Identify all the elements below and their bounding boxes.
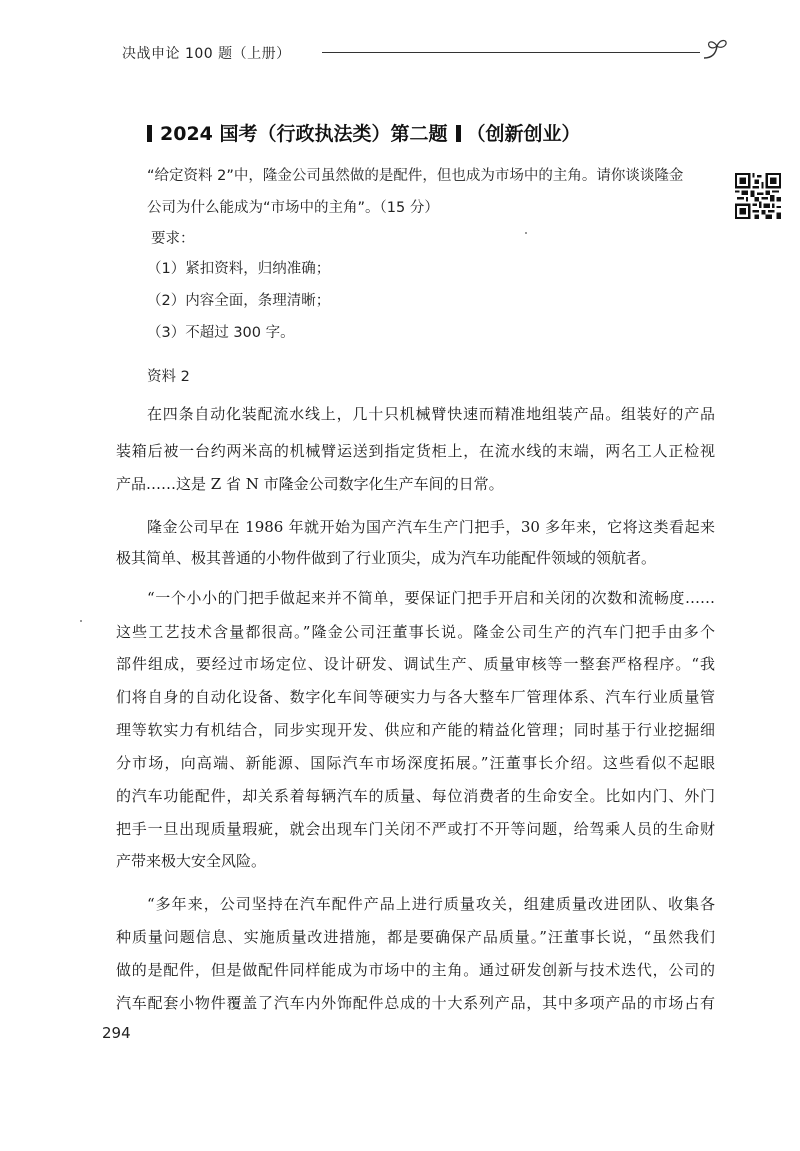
requirements-title: 要求： (151, 231, 195, 247)
material-line: 极其简单、极其普通的小物件做到了行业顶尖，成为汽车功能配件领域的领航者。 (116, 549, 657, 567)
material-line: 部件组成，要经过市场定位、设计研发、调试生产、质量审核等一整套严格程序。“我 (116, 655, 715, 673)
material-line: 种质量问题信息、实施质量改进措施，都是要确保产品质量。”汪董事长说，“虽然我们 (116, 928, 715, 946)
material-line: “一个小小的门把手做起来并不简单，要保证门把手开启和关闭的次数和流畅度…… (147, 589, 715, 607)
material-line: 装箱后被一台约两米高的机械臂运送到指定货柜上，在流水线的末端，两名工人正检视 (116, 442, 715, 460)
material-line: 们将自身的自动化设备、数字化车间等硬实力与各大整车厂管理体系、汽车行业质量管 (116, 688, 715, 706)
material-line: 产品……这是 Z 省 N 市隆金公司数字化生产车间的日常。 (116, 475, 504, 493)
running-header-title: 决战申论 100 题（上册） (122, 46, 291, 62)
sprout-icon (700, 36, 730, 64)
material-line: 这些工艺技术含量都很高。”隆金公司汪董事长说。隆金公司生产的汽车门把手由多个 (116, 623, 715, 641)
material-line: 隆金公司早在 1986 年就开始为国产汽车生产门把手，30 多年来，它将这类看起来 (147, 518, 715, 536)
requirement-item: （3）不超过 300 字。 (147, 325, 295, 341)
question-prompt-line: 公司为什么能成为“市场中的主角”。（15 分） (147, 200, 439, 216)
material-line: 的汽车功能配件，却关系着每辆汽车的质量、每位消费者的生命安全。比如内门、外门 (116, 787, 715, 805)
material-line: 做的是配件，但是做配件同样能成为市场中的主角。通过研发创新与技术迭代，公司的 (116, 961, 715, 979)
question-category: （创新创业） (466, 123, 581, 145)
question-prompt-line: “给定资料 2”中，隆金公司虽然做的是配件，但也成为市场中的主角。请你谈谈隆金 (147, 168, 684, 184)
requirement-item: （1）紧扣资料，归纳准确； (147, 261, 331, 277)
material-line: 产带来极大安全风险。 (116, 852, 267, 870)
qr-code-icon (735, 173, 781, 219)
question-title (147, 119, 581, 146)
material-line: 汽车配套小物件覆盖了汽车内外饰配件总成的十大系列产品，其中多项产品的市场占有 (116, 994, 715, 1012)
material-line: “多年来，公司坚持在汽车配件产品上进行质量攻关，组建质量改进团队、收集各 (147, 895, 715, 913)
header-rule (322, 52, 700, 53)
question-title-text: 2024 国考（行政执法类）第二题 (160, 123, 448, 145)
page-number: 294 (102, 1024, 131, 1042)
material-line: 分市场，向高端、新能源、国际汽车市场深度拓展。”汪董事长介绍。这些看似不起眼 (116, 754, 715, 772)
material-line: 把手一旦出现质量瑕疵，就会出现车门关闭不严或打不开等问题，给驾乘人员的生命财 (116, 820, 715, 838)
scan-speck (80, 620, 82, 622)
material-line: 理等软实力有机结合，同步实现开发、供应和产能的精益化管理；同时基于行业挖掘细 (116, 721, 715, 739)
title-bar-icon (456, 125, 461, 142)
material-label: 资料 2 (147, 369, 190, 385)
title-bar-icon (147, 125, 152, 142)
scan-speck (525, 232, 527, 234)
material-line: 在四条自动化装配流水线上，几十只机械臂快速而精准地组装产品。组装好的产品 (147, 405, 715, 423)
requirement-item: （2）内容全面，条理清晰； (147, 293, 331, 309)
